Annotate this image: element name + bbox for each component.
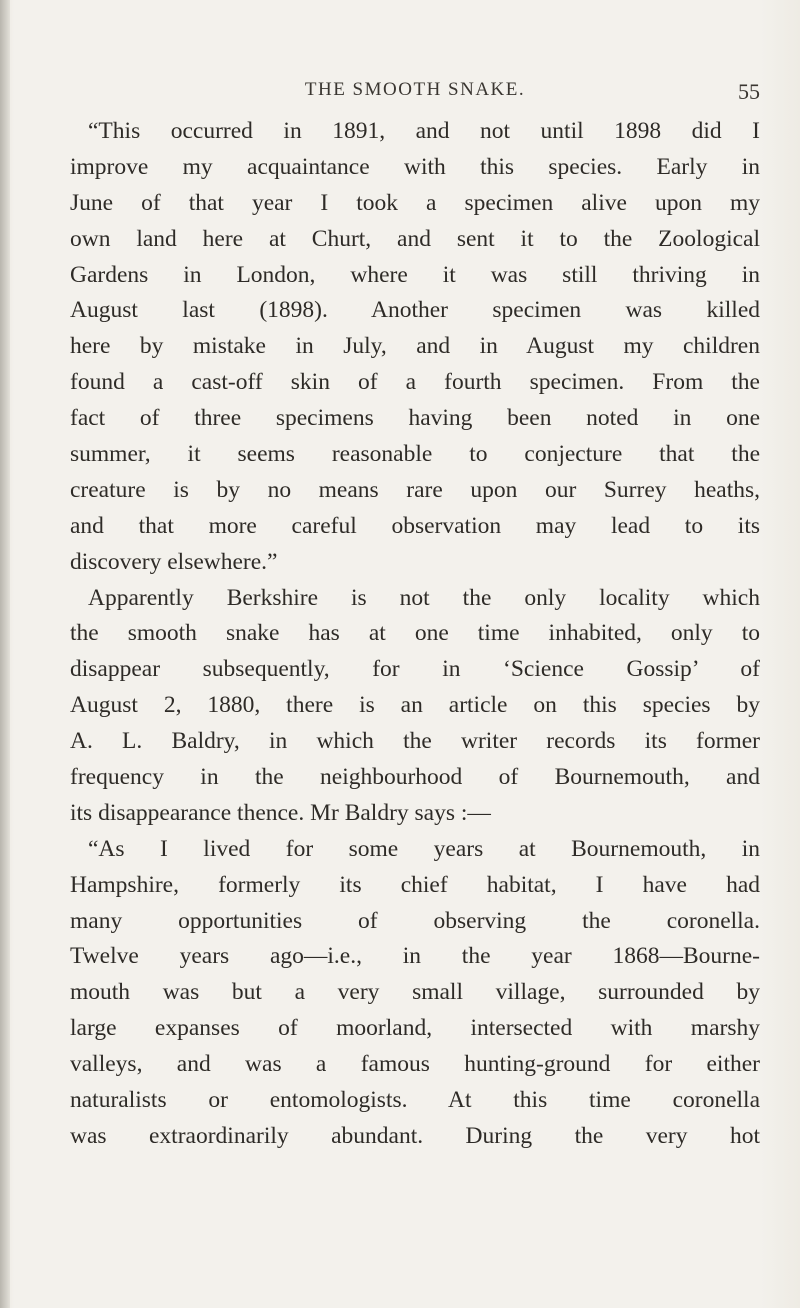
text-line: disappear subsequently, for in ‘Science Gossip’ of: [70, 656, 760, 683]
text-line: Gardens in London, where it was still thriving in: [70, 261, 760, 288]
text-line: mouth was but a very small village, surrounded by: [70, 979, 760, 1006]
text-line: A. L. Baldry, in which the writer records its former: [70, 728, 760, 755]
text-line: Twelve years ago—i.e., in the year 1868—Bourne-: [70, 943, 760, 970]
text-line: summer, it seems reasonable to conjecture that the: [70, 441, 760, 468]
text-line: was extraordinarily abundant. During the very hot: [70, 1122, 760, 1149]
text-line: August 2, 1880, there is an article on this species by: [70, 692, 760, 719]
text-line: improve my acquaintance with this species. Early in: [70, 153, 760, 180]
text-line: here by mistake in July, and in August my children: [70, 333, 760, 360]
text-line: valleys, and was a famous hunting-ground for either: [70, 1051, 760, 1078]
text-line: and that more careful observation may lead to its: [70, 512, 760, 539]
text-line: the smooth snake has at one time inhabited, only to: [70, 620, 760, 647]
body-text: [70, 114, 760, 1155]
text-line: large expanses of moorland, intersected with marshy: [70, 1015, 760, 1042]
page-gutter-shadow: [0, 0, 10, 1308]
text-line: many opportunities of observing the coronella.: [70, 907, 760, 934]
text-line: its disappearance thence. Mr Baldry says :—: [70, 799, 491, 826]
text-line: August last (1898). Another specimen was killed: [70, 297, 760, 324]
text-line: “As I lived for some years at Bournemouth, in: [88, 835, 760, 862]
text-line: June of that year I took a specimen alive upon my: [70, 189, 760, 216]
text-line: “This occurred in 1891, and not until 1898 did I: [88, 118, 760, 144]
text-line: Apparently Berkshire is not the only locality which: [88, 584, 760, 611]
page-header: [70, 79, 760, 109]
text-line: found a cast-off skin of a fourth specimen. From the: [70, 369, 760, 396]
text-line: naturalists or entomologists. At this time coronella: [70, 1087, 760, 1114]
text-line: creature is by no means rare upon our Surrey heaths,: [70, 476, 760, 503]
text-line: own land here at Churt, and sent it to the Zoological: [70, 225, 760, 252]
running-title: THE SMOOTH SNAKE.: [304, 79, 526, 100]
text-line: fact of three specimens having been noted in one: [70, 405, 760, 432]
text-line: Hampshire, formerly its chief habitat, I have had: [70, 871, 760, 898]
text-line: frequency in the neighbourhood of Bournemouth, and: [70, 764, 760, 791]
text-line: discovery elsewhere.”: [70, 548, 278, 575]
page-number: 55: [738, 79, 760, 104]
